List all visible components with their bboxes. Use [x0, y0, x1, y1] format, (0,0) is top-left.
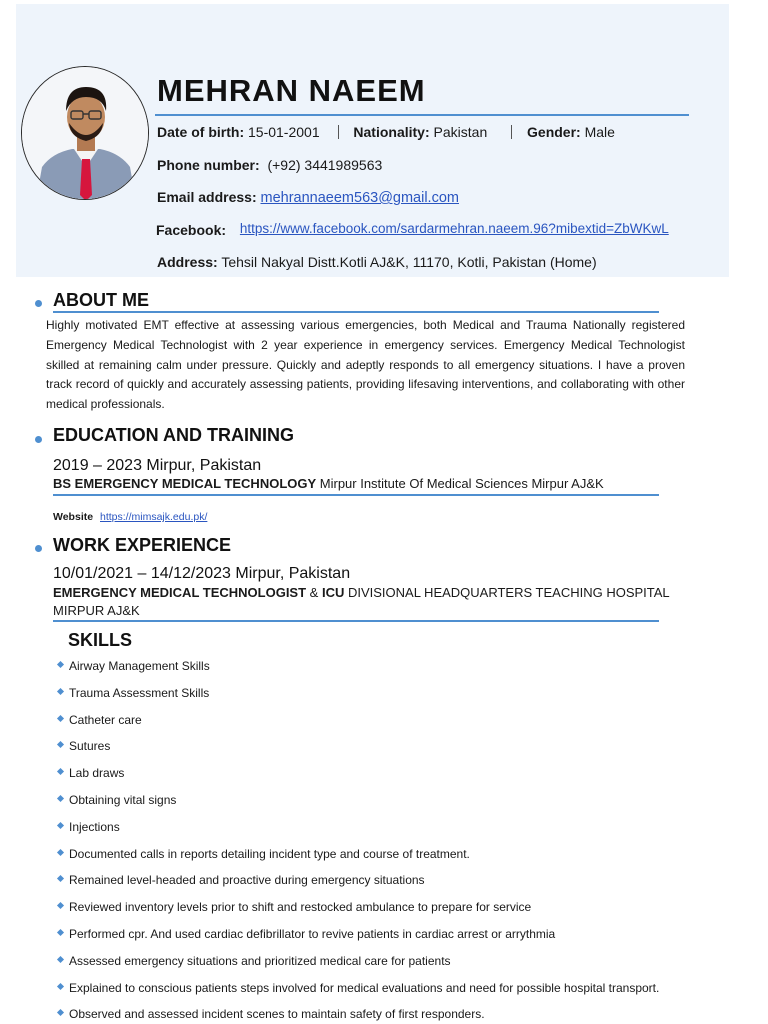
address-label: Address:	[157, 254, 218, 270]
gender-label: Gender:	[527, 124, 581, 140]
bullet-diamond-icon	[57, 983, 64, 990]
skill-item: Lab draws	[58, 764, 659, 791]
bullet-diamond-icon	[57, 822, 64, 829]
work-title: WORK EXPERIENCE	[53, 535, 232, 555]
nationality-value: Pakistan	[433, 124, 488, 140]
work-role: EMERGENCY MEDICAL TECHNOLOGIST	[53, 585, 307, 600]
skill-item: Injections	[58, 818, 659, 845]
skill-item: Trauma Assessment Skills	[58, 684, 659, 711]
education-degree: BS EMERGENCY MEDICAL TECHNOLOGY	[53, 476, 317, 491]
phone-label: Phone number:	[157, 157, 260, 173]
email-label: Email address:	[157, 189, 257, 205]
work-date-location: 10/01/2021 – 14/12/2023 Mirpur, Pakistan	[53, 565, 351, 582]
separator	[511, 125, 512, 139]
dob-value: 15-01-2001	[248, 124, 320, 140]
personal-info-row	[157, 124, 615, 140]
bullet-diamond-icon	[57, 1009, 64, 1016]
about-divider	[53, 311, 659, 313]
bullet-diamond-icon	[57, 661, 64, 668]
phone-row	[157, 157, 382, 173]
work-divider	[53, 620, 659, 622]
education-divider	[53, 494, 659, 496]
skill-item: Sutures	[58, 737, 659, 764]
address-value: Tehsil Nakyal Distt.Kotli AJ&K, 11170, Kotli, Pakistan (Home)	[221, 254, 597, 270]
email-row	[157, 189, 459, 206]
facebook-label: Facebook:	[156, 222, 227, 238]
skills-title: SKILLS	[68, 630, 133, 650]
education-degree-line	[53, 476, 604, 491]
name-divider	[155, 114, 689, 116]
bullet-diamond-icon	[57, 741, 64, 748]
profile-photo	[21, 66, 149, 200]
bullet-diamond-icon	[57, 688, 64, 695]
section-bullet	[35, 300, 42, 307]
separator	[338, 125, 339, 139]
skill-item: Reviewed inventory levels prior to shift and restocked ambulance to prepare for service	[58, 898, 659, 925]
work-employer: DIVISIONAL HEADQUARTERS TEACHING HOSPITAL MIRPUR AJ&K	[53, 585, 670, 618]
gender-value: Male	[584, 124, 615, 140]
profile-photo-illustration	[22, 67, 149, 200]
skill-item: Airway Management Skills	[58, 657, 659, 684]
education-institute: Mirpur Institute Of Medical Sciences Mirpur AJ&K	[316, 476, 604, 491]
website-label: Website	[53, 511, 94, 523]
skill-item: Observed and assessed incident scenes to maintain safety of first responders.	[58, 1005, 659, 1024]
bullet-diamond-icon	[57, 849, 64, 856]
skill-item: Explained to conscious patients steps involved for medical evaluations and need for possible hospital transport.	[58, 979, 659, 1006]
dob-label: Date of birth:	[157, 124, 245, 140]
email-link[interactable]: mehrannaeem563@gmail.com	[260, 190, 459, 206]
education-title: EDUCATION AND TRAINING	[53, 425, 294, 445]
skill-item: Performed cpr. And used cardiac defibrillator to revive patients in cardiac arrest or arrythmia	[58, 925, 659, 952]
education-website-row	[53, 511, 207, 523]
section-bullet	[35, 436, 42, 443]
bullet-diamond-icon	[57, 875, 64, 882]
address-row	[157, 254, 597, 270]
about-title: ABOUT ME	[53, 290, 149, 310]
skill-item: Obtaining vital signs	[58, 791, 659, 818]
facebook-row	[156, 222, 669, 238]
phone-value: (+92) 3441989563	[267, 157, 383, 173]
work-unit: ICU	[321, 585, 345, 600]
bullet-diamond-icon	[57, 795, 64, 802]
skill-item: Assessed emergency situations and prioritized medical care for patients	[58, 952, 659, 979]
skill-item: Catheter care	[58, 711, 659, 738]
skills-list	[58, 657, 659, 1024]
skill-item: Documented calls in reports detailing incident type and course of treatment.	[58, 845, 659, 872]
skill-item: Remained level-headed and proactive during emergency situations	[58, 871, 659, 898]
work-amp: &	[306, 585, 322, 600]
nationality-label: Nationality:	[353, 124, 430, 140]
facebook-link[interactable]: https://www.facebook.com/sardarmehran.naeem.96?mibextid=ZbWKwL	[239, 221, 669, 236]
bullet-diamond-icon	[57, 715, 64, 722]
bullet-diamond-icon	[57, 929, 64, 936]
bullet-diamond-icon	[57, 902, 64, 909]
bullet-diamond-icon	[57, 768, 64, 775]
work-role-line	[53, 584, 693, 620]
bullet-diamond-icon	[57, 956, 64, 963]
section-bullet	[35, 545, 42, 552]
candidate-name: MEHRAN NAEEM	[157, 73, 426, 108]
website-link[interactable]: https://mimsajk.edu.pk/	[100, 511, 208, 523]
education-date-location: 2019 – 2023 Mirpur, Pakistan	[53, 457, 262, 474]
about-text: Highly motivated EMT effective at assessing various emergencies, both Medical and Trauma Nationally registered Emergency Medical Technologist with 2 year experience in emergency services. Emergency Medical Technologist skilled at remaining calm under pressure. Quickly and adeptly responds to all emergency situations. I have a proven track record of quickly and accurately assessing patients, providing lifesaving interventions, and collaborating with other medical professionals.	[46, 318, 685, 412]
